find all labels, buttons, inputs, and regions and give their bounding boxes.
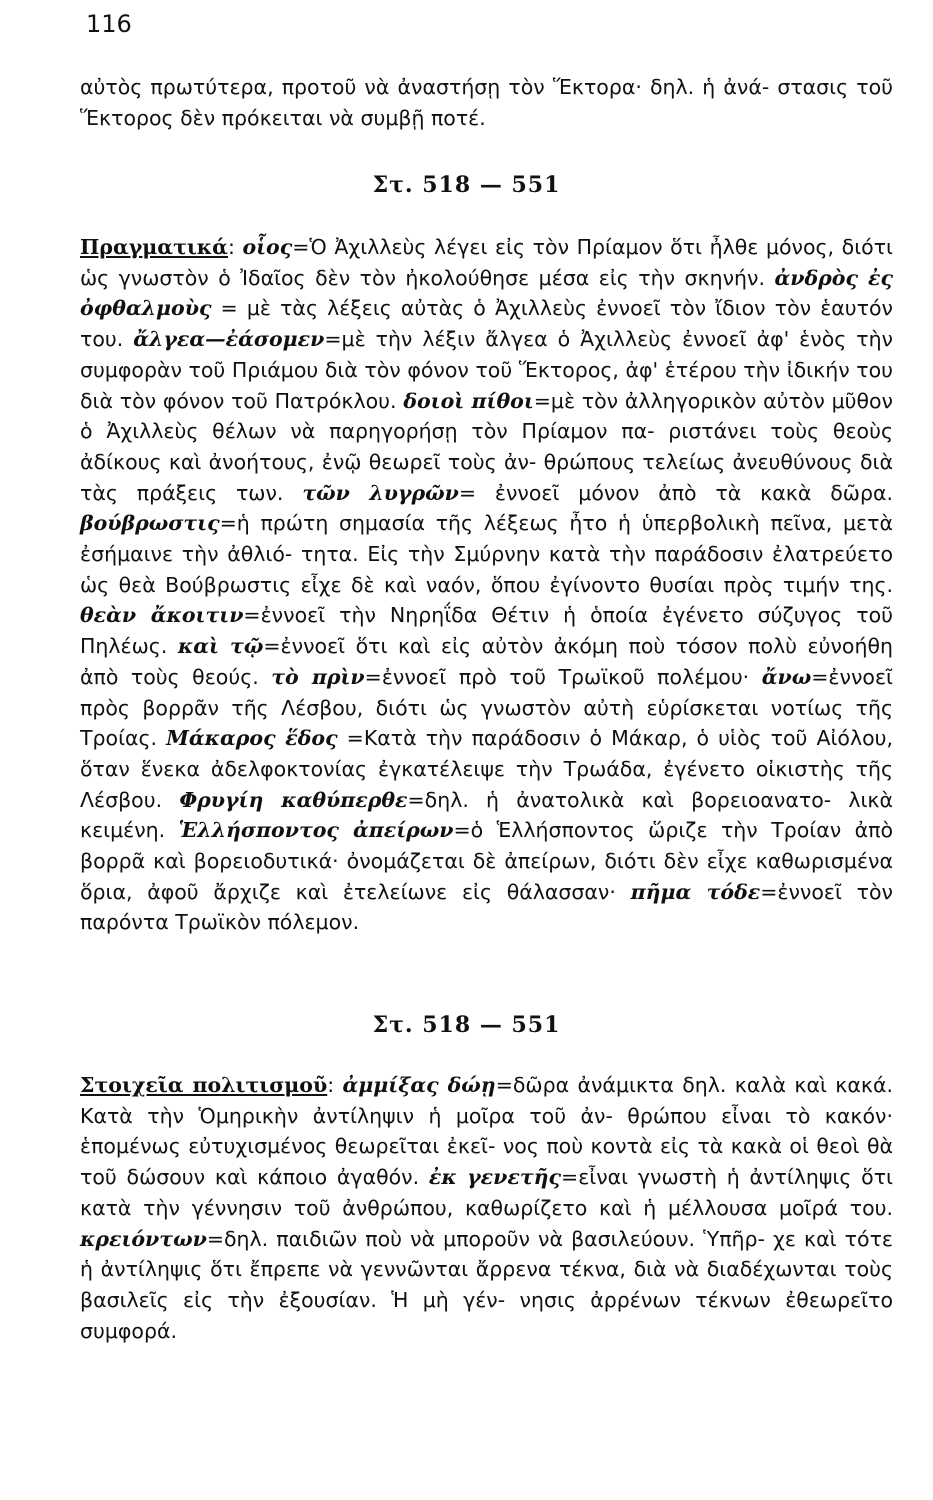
lemma: κρειόντων (80, 1226, 207, 1251)
section-heading-2: Στ. 518 — 551 (372, 1012, 561, 1038)
lemma: ἄνω (761, 664, 812, 689)
lemma: τὸ πρὶν (271, 664, 365, 689)
lemma: ἄλγεα—ἐάσομεν (133, 327, 325, 352)
text-run: : (227, 235, 243, 259)
lemma: βούβρωστις (80, 511, 220, 536)
text-run: =δηλ. παιδιῶν ποὺ νὰ μποροῦν νὰ βασιλεύουν. Ὑπῆρ- χε καὶ τότε ἡ ἀντίληψις ὅτι ἔπρεπε νὰ γεννῶνται ἄρρενα τέκνα, διὰ νὰ διαδέχωνται τοὺς βασιλεῖς εἰς τὴν ἐξουσίαν. Ἡ μὴ γέν- νησις ἀρρένων τέκνων ἐθεωρεῖτο συμφορά. (80, 1226, 893, 1343)
lemma: πῆμα τόδε (630, 879, 761, 904)
text-run: =μὲ τὴν λέξιν ἄλγεα ὁ Ἀχιλλεὺς ἐννοεῖ ἀφ' ἑνὸς τὴν συμφορὰν τοῦ Πριάμου διὰ τὸν φόνον τοῦ Ἕκτορος, ἀφ' ἑτέρου τὴν ἰδικήν του διὰ τὸν φόνον τοῦ Πατρόκλου. (80, 327, 894, 413)
section-label-culture: Στοιχεῖα πολιτισμοῦ (80, 1073, 328, 1097)
text-run: = ἐννοεῖ μόνον ἀπὸ τὰ κακὰ δῶρα. (458, 480, 893, 505)
lemma: ἀνδρὸς ἐς ὀφθαλμοὺς (80, 265, 893, 321)
lemma: οἷος (242, 235, 293, 259)
text-run: =ἐννοεῖ τὴν Νηρηΐδα Θέτιν ἡ ὁποία ἐγένετο σύζυγος τοῦ Πηλέως. (80, 603, 893, 659)
section-label-realia: Πραγματικά (80, 235, 228, 259)
text-run: : (327, 1073, 343, 1097)
text-run: =εἶναι γνωστὴ ἡ ἀντίληψις ὅτι κατὰ τὴν γέννησιν τοῦ ἀνθρώπου, καθωρίζετο καὶ ἡ μέλλουσα μοῖρά του. (80, 1165, 893, 1220)
text-run: =ἐννοεῖ πρὸς βορρᾶν τῆς Λέσβου, διότι ὡς γνωστὸν αὐτὴ εὑρίσκεται νοτίως τῆς Τροίας. (80, 664, 893, 751)
section-realia-paragraph (80, 232, 893, 938)
section-culture-paragraph (80, 1070, 893, 1346)
lemma: θεὰν ἄκοιτιν (80, 603, 244, 628)
lemma: ἀμμίξας δώῃ (342, 1073, 496, 1097)
text-run: =ὁ Ἑλλήσποντος ὥριζε τὴν Τροίαν ἀπὸ βορρᾶ καὶ βορειοδυτικά· ὀνομάζεται δὲ ἀπείρων, διότι δὲν εἶχε καθωρισμένα ὅρια, ἀφοῦ ἄρχιζε καὶ ἐτελείωνε εἰς θάλασσαν· (80, 818, 894, 904)
lemma: Φρυγίη καθύπερθε (179, 787, 408, 812)
lemma: δοιοὶ πίθοι (403, 388, 534, 413)
lemma: Ἑλλήσποντος ἀπείρων (178, 818, 454, 843)
text-run: =ἐννοεῖ ὅτι καὶ εἰς αὐτὸν ἀκόμη ποὺ τόσον πολὺ εὐνοήθη ἀπὸ τοὺς θεούς. (80, 634, 893, 689)
text-run: =μὲ τὸν ἀλληγορικὸν αὐτὸν μῦθον ὁ Ἀχιλλεὺς θέλων νὰ παρηγορήσῃ τὸν Πρίαμον πα- ριστάνει τοὺς θεοὺς ἀδίκους καὶ ἀνοήτους, ἐνῷ θεωρεῖ τοὺς ἀν- θρώπους τελείως ἀνευθύνους διὰ τὰς πράξεις των. (80, 388, 894, 505)
page-number: 116 (86, 10, 132, 38)
text-run: =Ὁ Ἀχιλλεὺς λέγει εἰς τὸν Πρίαμον ὅτι ἦλθε μόνος, διότι ὡς γνωστὸν ὁ Ἰδαῖος δὲν τὸν ἠκολούθησε μέσα εἰς τὴν σκηνήν. (80, 235, 893, 290)
text-run: =δηλ. ἡ ἀνατολικὰ καὶ βορειοανατο- λικὰ κειμένη. (80, 787, 893, 843)
intro-text: αὐτὸς πρωτύτερα, προτοῦ νὰ ἀναστήσῃ τὸν Ἕκτορα· δηλ. ἡ ἀνά- στασις τοῦ Ἕκτορος δὲν πρόκειται νὰ συμβῇ ποτέ. (80, 75, 893, 130)
text-run: =Κατὰ τὴν παράδοσιν ὁ Μάκαρ, ὁ υἱὸς τοῦ Αἰόλου, ὅταν ἕνεκα ἀδελφοκτονίας ἐγκατέλειψε τὴν Τρωάδα, ἐγένετο οἰκιστὴς τῆς Λέσβου. (80, 726, 893, 812)
text-run: =ἡ πρώτη σημασία τῆς λέξεως ἦτο ἡ ὑπερβολικὴ πεῖνα, μετὰ ἐσήμαινε τὴν ἀθλιό- τητα. Εἰς τὴν Σμύρνην κατὰ τὴν παράδοσιν ἐλατρεύετο ὡς θεὰ Βούβρωστις εἶχε δὲ καὶ ναόν, ὅπου ἐγίνοντο θυσίαι πρὸς τιμήν της. (80, 511, 893, 597)
lemma: Μάκαρος ἕδος (166, 726, 338, 751)
text-run: =δῶρα ἀνάμικτα δηλ. καλὰ καὶ κακά. Κατὰ τὴν Ὁμηρικὴν ἀντίληψιν ἡ μοῖρα τοῦ ἀν- θρώπου εἶναι τὸ κακόν· ἑπομένως εὐτυχισμένος θεωρεῖται ἐκεῖ- νος ποὺ κοντὰ εἰς τὰ κακὰ οἱ θεοὶ θὰ τοῦ δώσουν καὶ κάποιο ἀγαθόν. (80, 1073, 893, 1190)
lemma: τῶν λυγρῶν (302, 480, 459, 505)
section-heading-1: Στ. 518 — 551 (372, 172, 561, 198)
text-run: = μὲ τὰς λέξεις αὐτὰς ὁ Ἀχιλλεὺς ἐννοεῖ τὸν ἴδιον τὸν ἑαυτόν του. (80, 296, 893, 352)
lemma: ἐκ γενετῆς (428, 1165, 562, 1190)
text-run: =ἐννοεῖ πρὸ τοῦ Τρωϊκοῦ πολέμου· (364, 664, 762, 689)
intro-paragraph (80, 72, 893, 133)
lemma: καὶ τῷ (177, 634, 264, 659)
text-run: =ἐννοεῖ τὸν παρόντα Τρωϊκὸν πόλεμον. (80, 879, 893, 935)
